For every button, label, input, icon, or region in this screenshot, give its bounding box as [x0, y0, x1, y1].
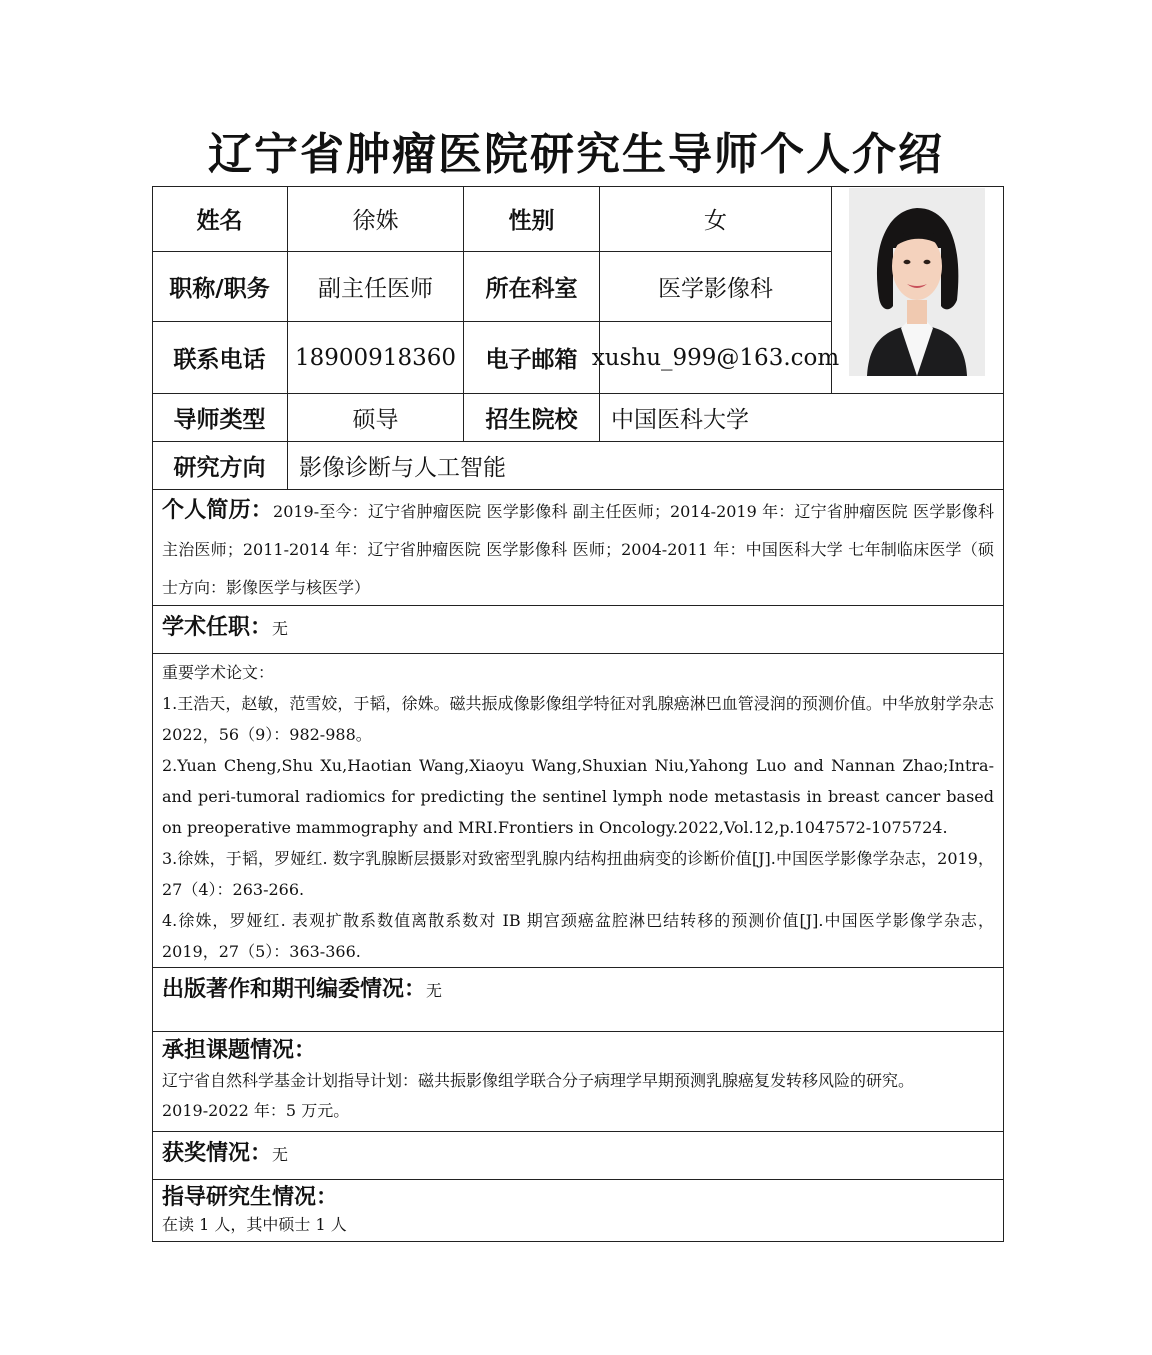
projects-line-1: 辽宁省自然科学基金计划指导计划：磁共振影像组学联合分子病理学早期预测乳腺癌复发转移风险的研究。	[162, 1071, 915, 1090]
students-text: 在读 1 人，其中硕士 1 人	[162, 1215, 347, 1234]
resume-label: 个人简历：	[162, 498, 274, 523]
supervisor-type-label: 导师类型	[152, 394, 288, 442]
papers-label: 重要学术论文：	[162, 663, 275, 682]
papers-section	[152, 654, 1004, 968]
publications-text: 无	[426, 981, 443, 1000]
paper-item-1: 1.王浩天，赵敏，范雪姣，于韬，徐姝。磁共振成像影像组学特征对乳腺癌淋巴血管浸润的预测价值。中华放射学杂志 2022，56（9）：982-988。	[162, 694, 994, 744]
awards-text: 无	[272, 1145, 289, 1164]
dept-value: 医学影像科	[600, 252, 832, 322]
profile-sheet	[152, 186, 1004, 1242]
gender-value: 女	[600, 186, 832, 252]
paper-item-4: 4.徐姝，罗娅红. 表观扩散系数值离散系数对 IB 期宫颈癌盆腔淋巴结转移的预测价值[J].中国医学影像学杂志，2019，27（5）：363-366.	[162, 911, 994, 961]
supervisor-type-value: 硕导	[288, 394, 464, 442]
projects-line-2: 2019-2022 年：5 万元。	[162, 1101, 350, 1120]
school-label: 招生院校	[464, 394, 600, 442]
resume-section	[152, 490, 1004, 606]
dept-label: 所在科室	[464, 252, 600, 322]
profile-photo	[849, 188, 985, 376]
projects-section	[152, 1032, 1004, 1132]
resume-text: 2019-至今：辽宁省肿瘤医院 医学影像科 副主任医师；2014-2019 年：辽宁省肿瘤医院 医学影像科 主治医师；2011-2014 年：辽宁省肿瘤医院 医学影像科 医师；2004-2011 年：中国医科大学 七年制临床医学（硕士方向：影像医学与核医学）	[162, 502, 994, 597]
email-label: 电子邮箱	[464, 322, 600, 394]
portrait-image	[849, 188, 985, 376]
awards-section	[152, 1132, 1004, 1180]
gender-label: 性别	[464, 186, 600, 252]
academic-posts-label: 学术任职：	[162, 615, 273, 640]
page-title: 辽宁省肿瘤医院研究生导师个人介绍	[208, 129, 944, 180]
academic-posts-section	[152, 606, 1004, 654]
name-value: 徐姝	[288, 186, 464, 252]
research-value: 影像诊断与人工智能	[288, 442, 1004, 490]
name-label: 姓名	[152, 186, 288, 252]
school-value: 中国医科大学	[600, 394, 1004, 442]
publications-label: 出版著作和期刊编委情况：	[162, 977, 427, 1002]
awards-label: 获奖情况：	[162, 1141, 273, 1166]
title-value: 副主任医师	[288, 252, 464, 322]
phone-value: 18900918360	[288, 322, 464, 394]
projects-label: 承担课题情况：	[162, 1038, 317, 1063]
email-value: xushu_999@163.com	[600, 322, 832, 394]
paper-item-3: 3.徐姝，于韬，罗娅红. 数字乳腺断层摄影对致密型乳腺内结构扭曲病变的诊断价值[J].中国医学影像学杂志，2019，27（4）：263-266.	[162, 849, 994, 899]
phone-label: 联系电话	[152, 322, 288, 394]
students-section	[152, 1180, 1004, 1242]
academic-posts-text: 无	[272, 619, 289, 638]
students-label: 指导研究生情况：	[162, 1185, 339, 1210]
research-label: 研究方向	[152, 442, 288, 490]
title-label: 职称/职务	[152, 252, 288, 322]
publications-section	[152, 968, 1004, 1032]
paper-item-2: 2.Yuan Cheng,Shu Xu,Haotian Wang,Xiaoyu Wang,Shuxian Niu,Yahong Luo and Nannan Zhao;Intra- and peri-tumoral radiomics for predicting the sentinel lymph node metastasis in breast cancer based on preoperative mammography and MRI.Frontiers in Oncology.2022,Vol.12,p.1047572-1075724.	[162, 756, 994, 837]
